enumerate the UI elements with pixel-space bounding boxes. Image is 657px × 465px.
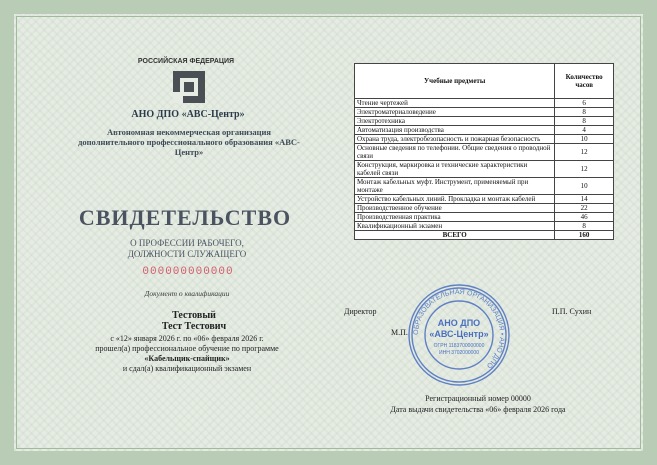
hours-cell: 4 [555, 126, 614, 135]
table-row [355, 204, 614, 213]
certificate-subtitle: О ПРОФЕССИИ РАБОЧЕГО, ДОЛЖНОСТИ СЛУЖАЩЕГО [127, 238, 247, 259]
holder-name: Тест Тестович [161, 321, 227, 332]
stamp-ogrn: ОГРН 1183700000000 [433, 343, 485, 349]
subject-cell: Автоматизация производства [355, 126, 555, 135]
organization-logo-icon [172, 70, 206, 104]
table-row [355, 99, 614, 108]
seal-label: М.П. [391, 328, 408, 337]
program-name: «Кабельщик-спайщик» [144, 354, 230, 363]
holder-surname: Тестовый [172, 310, 216, 321]
subject-cell: Электроматериаловедение [355, 108, 555, 117]
table-total-row [355, 231, 614, 240]
table-row [355, 135, 614, 144]
subjects-table [354, 63, 614, 240]
column-header-subject: Учебные предметы [355, 64, 555, 99]
stamp-line1: АНО ДПО [437, 318, 481, 328]
subject-cell: Электротехника [355, 117, 555, 126]
subject-cell: Устройство кабельных линий. Прокладка и монтаж кабелей [355, 195, 555, 204]
column-header-hours: Количество часов [555, 64, 614, 99]
table-row [355, 108, 614, 117]
director-name: П.П. Сухин [552, 307, 592, 316]
hours-cell: 12 [555, 144, 614, 161]
table-row [355, 178, 614, 195]
subject-cell: Чтение чертежей [355, 99, 555, 108]
subject-cell: Основные сведения по телефонии. Общие сведения о проводной связи [355, 144, 555, 161]
hours-cell: 10 [555, 178, 614, 195]
certificate-title: СВИДЕТЕЛЬСТВО [78, 205, 292, 230]
stamp-inn: ИНН 3702000000 [438, 350, 480, 356]
subject-cell: Конструкция, маркировка и технические характеристики кабелей связи [355, 161, 555, 178]
subject-cell: Производственное обучение [355, 204, 555, 213]
exam-statement: и сдал(а) квалификационный экзамен [122, 364, 252, 373]
table-row [355, 222, 614, 231]
hours-cell: 8 [555, 117, 614, 126]
total-hours: 160 [555, 231, 614, 240]
stamp-line2: «АВС-Центр» [429, 329, 489, 339]
hours-cell: 14 [555, 195, 614, 204]
hours-cell: 6 [555, 99, 614, 108]
organization-full-name: Автономная некоммерческая организация дополнительного профессионального образования «АВС-Центр» [78, 127, 300, 157]
total-label: ВСЕГО [355, 231, 555, 240]
table-row [355, 213, 614, 222]
subject-cell: Охрана труда, электробезопасность и пожарная безопасность [355, 135, 555, 144]
hours-cell: 22 [555, 204, 614, 213]
hours-cell: 46 [555, 213, 614, 222]
hours-cell: 8 [555, 222, 614, 231]
table-header-row [355, 64, 614, 99]
organization-short-name: АНО ДПО «АВС-Центр» [131, 109, 245, 120]
issue-date: Дата выдачи свидетельства «06» февраля 2026 года [390, 405, 566, 414]
program-intro: прошел(а) профессиональное обучение по программе [95, 344, 279, 353]
study-dates: с «12» января 2026 г. по «06» февраля 2026 г. [110, 334, 264, 343]
registration-number: Регистрационный номер 00000 [425, 394, 531, 403]
table-row [355, 161, 614, 178]
document-type: Документ о квалификации [144, 289, 230, 298]
stamp-ring-text: ОБРАЗОВАТЕЛЬНАЯ ОРГАНИЗАЦИЯ • АНО ДПО [412, 288, 506, 370]
subject-cell: Производственная практика [355, 213, 555, 222]
certificate-number: 000000000000 [142, 266, 234, 278]
table-row [355, 195, 614, 204]
table-row [355, 126, 614, 135]
table-row [355, 117, 614, 126]
subject-cell: Монтаж кабельных муфт. Инструмент, применяемый при монтаже [355, 178, 555, 195]
hours-cell: 8 [555, 108, 614, 117]
subject-cell: Квалификационный экзамен [355, 222, 555, 231]
table-row [355, 144, 614, 161]
hours-cell: 12 [555, 161, 614, 178]
director-label: Директор [344, 307, 377, 316]
organization-stamp-icon [406, 282, 512, 388]
hours-cell: 10 [555, 135, 614, 144]
country-label: РОССИЙСКАЯ ФЕДЕРАЦИЯ [137, 58, 235, 65]
